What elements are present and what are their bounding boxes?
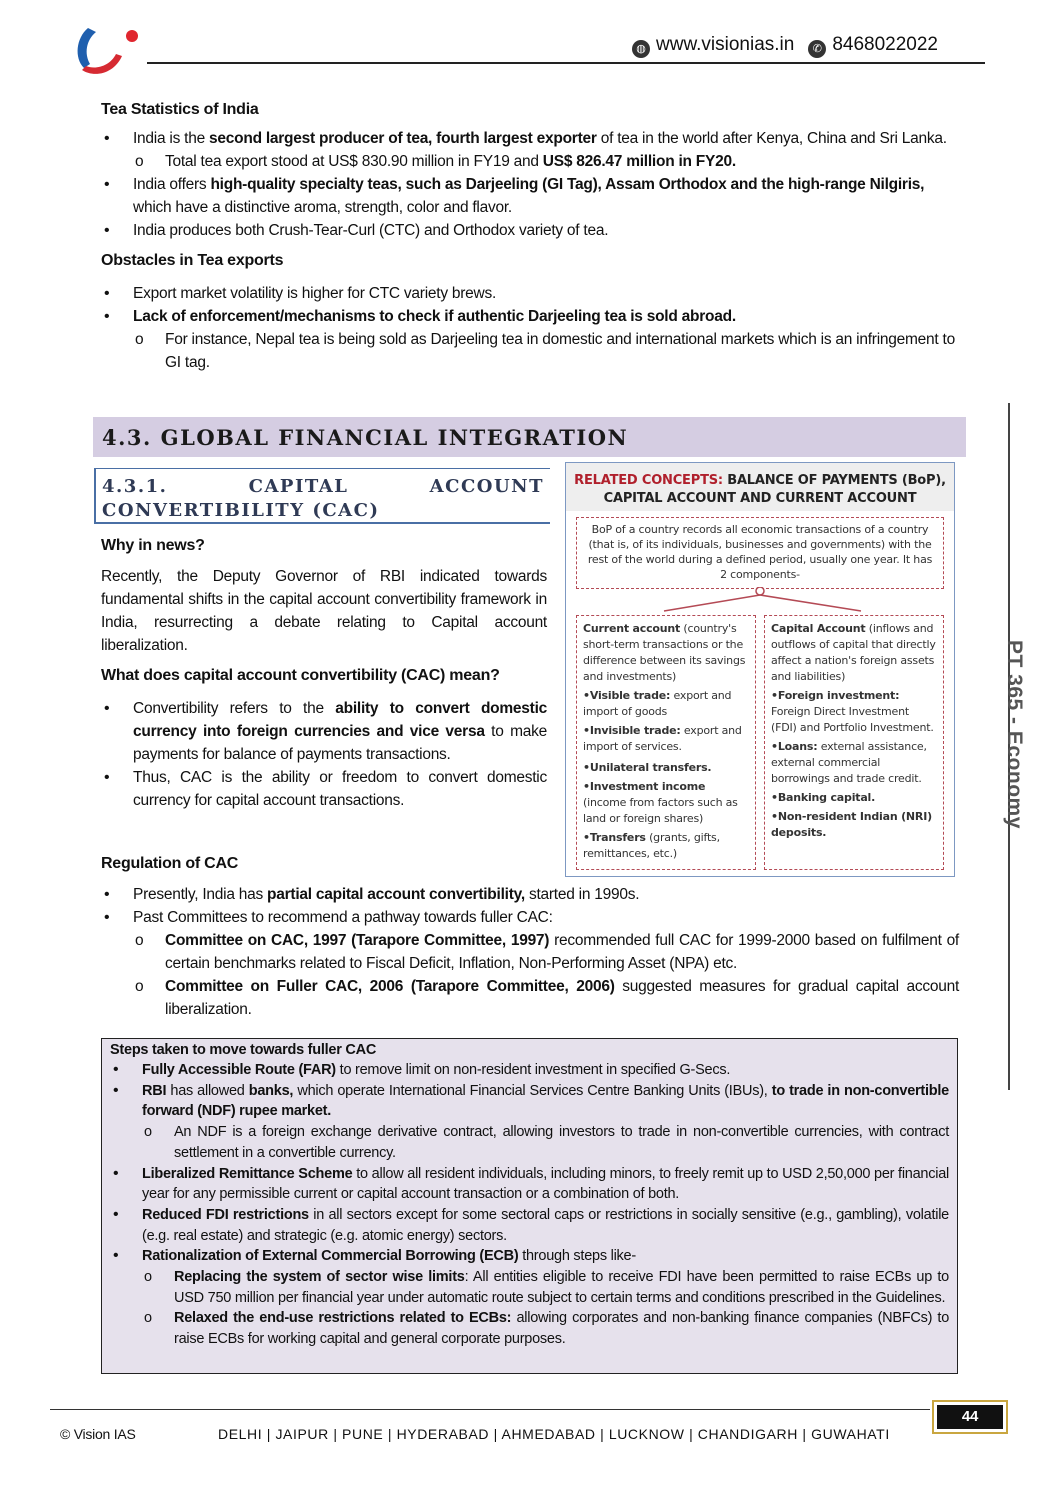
bop-definition-box: BoP of a country records all economic transactions of a country (that is, of its individuals, businesses and governments) with the rest of the world during a defined period, usually one year. It has 2 components-: [576, 517, 944, 589]
text-run: An NDF is a foreign exchange derivative contract, allowing investors to trade in non-convertible currencies, with contract settlement in a convertible currency.: [174, 1124, 949, 1161]
section-heading: 4.3. GLOBAL FINANCIAL INTEGRATION: [93, 417, 966, 457]
list-subitem: [101, 150, 959, 173]
text-run: Total tea export stood at US$ 830.90 million in FY19 and: [165, 153, 543, 170]
website-link[interactable]: [632, 34, 794, 58]
text-run: Foreign Direct Investment (FDI) and Portfolio Investment.: [771, 705, 934, 734]
bold-text-run: •Banking capital.: [771, 791, 876, 804]
bold-text-run: Committee on Fuller CAC, 2006 (Tarapore Committee, 2006): [165, 978, 615, 995]
cac-left-column: [101, 537, 547, 812]
footer-rule: [50, 1409, 930, 1410]
bold-text-run: high-quality specialty teas, such as Darjeeling (GI Tag), Assam Orthodox and the high-range Nilgiris,: [210, 176, 925, 193]
side-label: PT 365 - Economy: [1003, 640, 1026, 829]
current-account-box: [576, 615, 756, 870]
text-run: external assistance, external commercial borrowings and trade credit.: [771, 740, 927, 785]
list-item: [101, 219, 959, 242]
text-run: export and import of services.: [583, 724, 742, 753]
title-red: RELATED CONCEPTS:: [574, 473, 723, 488]
bold-text-run: •Loans:: [771, 740, 818, 753]
text-run: which operate International Financial Services Centre Banking Units (IBUs),: [293, 1082, 772, 1099]
bold-text-run: RBI: [142, 1082, 167, 1099]
subsection-title-part: CONVERTIBILITY (CAC): [102, 500, 380, 521]
capital-item: [771, 739, 937, 787]
bold-text-run: •Investment income: [583, 780, 706, 793]
bold-text-run: •Non-resident Indian (NRI) deposits.: [771, 810, 932, 839]
bold-text-run: Reduced FDI restrictions: [142, 1206, 309, 1223]
bold-text-run: •Visible trade:: [583, 689, 671, 702]
bold-text-run: •Transfers: [583, 831, 646, 844]
list-item: [110, 1246, 949, 1267]
list-subitem: [101, 975, 959, 1021]
steps-heading: Steps taken to move towards fuller CAC: [110, 1042, 377, 1058]
list-item: [101, 173, 959, 219]
text-run: recommended full CAC for 1999-2000 based on fulfilment of certain benchmarks related to Fiscal Deficit, Inflation, Non-Performing Asset (NPA) etc.: [165, 932, 959, 972]
website-text: www.visionias.in: [656, 34, 795, 55]
text-run: Presently, India has: [133, 886, 268, 903]
title-rest: BALANCE OF PAYMENTS (BoP), CAPITAL ACCOUNT AND CURRENT ACCOUNT: [603, 473, 946, 506]
bold-text-run: partial capital account convertibility,: [267, 886, 525, 903]
bold-text-run: Liberalized Remittance Scheme: [142, 1165, 353, 1182]
bold-text-run: second largest producer of tea, fourth largest exporter: [209, 130, 597, 147]
list-item: [101, 766, 547, 812]
text-run: has allowed: [166, 1082, 249, 1099]
bold-text-run: •Unilateral transfers.: [583, 761, 712, 774]
header-rule: [147, 62, 985, 64]
bold-text-run: banks,: [248, 1082, 294, 1099]
current-item: [583, 723, 749, 755]
bold-text-run: US$ 826.47 million in FY20.: [542, 153, 736, 170]
current-item: [583, 760, 749, 776]
text-run: started in 1990s.: [524, 886, 640, 903]
footer-copyright: © Vision IAS: [60, 1426, 136, 1442]
list-item: [101, 906, 959, 929]
bold-text-run: Fully Accessible Route (FAR): [142, 1062, 336, 1078]
bold-text-run: Committee on CAC, 1997 (Tarapore Committee, 1997): [165, 932, 550, 949]
subsection-number: 4.3.1.: [102, 476, 168, 497]
header-contact: [632, 34, 938, 58]
page-number: 44: [937, 1405, 1003, 1429]
what-heading: What does capital account convertibility (CAC) mean?: [101, 667, 500, 684]
bold-text-run: to trade in non-convertible forward (NDF) rupee market.: [142, 1082, 949, 1120]
text-run: export and import of goods: [583, 689, 732, 718]
list-item: [101, 305, 959, 328]
bop-infographic: [565, 462, 955, 877]
current-item: [583, 779, 749, 827]
bold-text-run: Current account: [583, 622, 681, 635]
current-item: [583, 688, 749, 720]
bold-text-run: Lack of enforcement/mechanisms to check if authentic Darjeeling tea is sold abroad.: [133, 308, 736, 325]
capital-item: [771, 688, 937, 736]
text-run: (inflows and outflows of capital that directly affect a nation's foreign assets and liabilities): [771, 622, 936, 683]
capital-account-def: [771, 621, 937, 685]
list-subitem: [101, 929, 959, 975]
text-run: to make payments for balance of payments transactions.: [133, 723, 547, 763]
bold-text-run: Replacing the system of sector wise limits: [174, 1269, 465, 1286]
text-run: India is the: [133, 130, 210, 147]
subsection-title-part: CAPITAL: [248, 476, 349, 497]
why-heading: Why in news?: [101, 537, 205, 554]
text-run: : All entities eligible to receive FDI have been permitted to raise ECBs up to USD 750 million per financial year under automatic route subject to certain terms and conditions prescribed in the Guidelines.: [174, 1269, 949, 1306]
connector-lines: [566, 587, 956, 617]
text-run: of tea in the world after Kenya, China and Sri Lanka.: [596, 130, 947, 147]
bold-text-run: •Invisible trade:: [583, 724, 681, 737]
list-subitem: [110, 1267, 949, 1308]
infographic-title: [566, 463, 954, 511]
list-subitem: [101, 328, 959, 374]
list-item: [110, 1205, 949, 1246]
text-run: suggested measures for gradual capital account liberalization.: [165, 978, 959, 1018]
text-run: Past Committees to recommend a pathway towards fuller CAC:: [133, 909, 553, 926]
text-run: (grants, gifts, remittances, etc.): [583, 831, 720, 860]
phone-text: 8468022022: [832, 34, 938, 55]
text-run: allowing corporates and non-banking finance companies (NBFCs) to raise ECBs for working capital and general corporate purposes.: [174, 1310, 950, 1348]
bold-text-run: Rationalization of External Commercial Borrowing (ECB): [142, 1248, 519, 1265]
current-account-def: [583, 621, 749, 685]
list-item: [110, 1164, 949, 1205]
page-number-box: [932, 1400, 1008, 1434]
text-run: India produces both Crush-Tear-Curl (CTC) and Orthodox variety of tea.: [133, 222, 609, 239]
text-run: Export market volatility is higher for CTC variety brews.: [133, 285, 497, 302]
text-run: (income from factors such as land or foreign shares): [583, 796, 738, 825]
text-run: For instance, Nepal tea is being sold as Darjeeling tea in domestic and international markets which is an infringement to GI tag.: [165, 331, 955, 371]
list-item: [110, 1081, 949, 1122]
phone-icon: ✆: [808, 40, 826, 58]
steps-box: [101, 1038, 958, 1374]
subsection-title-part: ACCOUNT: [429, 476, 544, 497]
text-run: (country's short-term transactions or the difference between its savings and investments): [583, 622, 746, 683]
footer-cities: DELHI | JAIPUR | PUNE | HYDERABAD | AHMEDABAD | LUCKNOW | CHANDIGARH | GUWAHATI: [218, 1426, 890, 1442]
bold-text-run: •Foreign investment:: [771, 689, 900, 702]
capital-item: [771, 809, 937, 841]
list-subitem: [110, 1122, 949, 1163]
bold-text-run: Relaxed the end-use restrictions related to ECBs:: [174, 1310, 512, 1327]
text-run: through steps like-: [518, 1248, 636, 1265]
why-text: Recently, the Deputy Governor of RBI indicated towards fundamental shifts in the capital account convertibility framework in India, resurrecting a debate relating to Capital account liberalization.: [101, 568, 547, 654]
bold-text-run: ability to convert domestic currency into foreign currencies and vice versa: [133, 700, 547, 740]
text-run: to remove limit on non-resident investment in specified G-Secs.: [335, 1062, 731, 1078]
globe-icon: ◍: [632, 40, 650, 58]
text-run: which have a distinctive aroma, strength, color and flavor.: [133, 199, 512, 216]
regulation-section: [101, 855, 959, 1021]
text-run: India offers: [133, 176, 211, 193]
list-item: [101, 127, 959, 150]
list-item: [101, 697, 547, 766]
text-run: in all sectors except for some sectoral caps or restrictions in socially sensitive (e.g., gambling), volatile (e.g. real estate) and strategic (e.g. atomic energy) sectors.: [142, 1206, 949, 1244]
capital-account-box: [764, 615, 944, 870]
list-item: [110, 1060, 949, 1081]
tea-heading: Tea Statistics of India: [101, 101, 259, 118]
capital-item: [771, 790, 937, 806]
list-subitem: [110, 1308, 949, 1349]
text-run: Convertibility refers to the: [133, 700, 336, 717]
text-run: Thus, CAC is the ability or freedom to convert domestic currency for capital account transactions.: [133, 769, 547, 809]
phone-number: [808, 34, 938, 58]
tea-statistics-section: [101, 101, 959, 374]
text-run: to allow all resident individuals, including minors, to freely remit up to USD 2,50,000 per financial year for any permissible current or capital account transaction or a combination of both.: [142, 1165, 949, 1203]
subsection-heading: [94, 468, 550, 524]
obstacles-heading: Obstacles in Tea exports: [101, 252, 284, 269]
vision-ias-logo: [74, 24, 144, 76]
regulation-heading: Regulation of CAC: [101, 855, 239, 872]
list-item: [101, 883, 959, 906]
list-item: [101, 282, 959, 305]
bold-text-run: Capital Account: [771, 622, 866, 635]
